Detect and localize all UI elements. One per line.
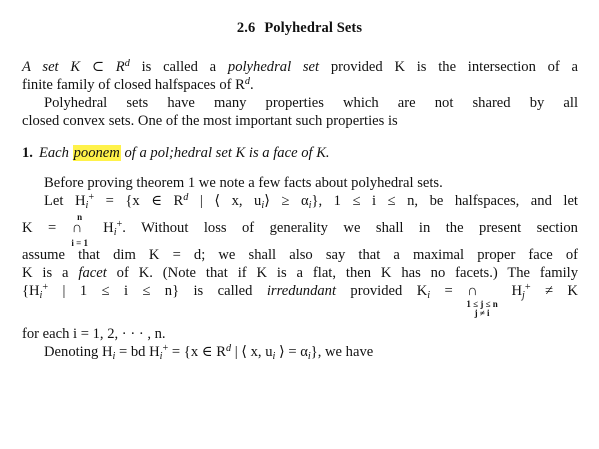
term-irredundant: irredundant — [266, 283, 337, 299]
term-facet: facet — [78, 265, 107, 281]
paragraph-2-line-1: Polyhedral sets have many properties which are not shared by all — [44, 95, 578, 111]
section-number: 2.6 — [236, 20, 256, 36]
paragraph-3-line-7: for each i = 1, 2, · · · , n. — [22, 326, 166, 342]
paragraph-1-line-1: A set K ⊂ $R^d$ is called a polyhedral set provided K is the intersection of a — [22, 58, 578, 75]
highlighted-word: poonem — [73, 145, 120, 161]
paragraph-3-line-2: Let $H_i^+ = \{x$ ∈ $R^d$ | ⟨ x, $u_i⟩ \ge \alpha_i$}, 1 ≤ i ≤ n, be halfspaces, and let — [44, 192, 578, 211]
intersection-operator: n ∩ i = 1 — [71, 212, 89, 248]
section-heading — [0, 20, 599, 37]
paragraph-4-line-1: Denoting $H_i$ = bd $H_i^+ = \{x$ ∈ $R^d$ | ⟨ x, $u_i$ ⟩ = $\alpha_i$}, we have — [44, 343, 374, 362]
paragraph-3-line-3: K = n ∩ i = 1 $H_i^+$. Without loss of generality we shall in the present section — [22, 212, 578, 248]
paragraph-1-line-2: finite family of closed halfspaces of $R^d$. — [22, 76, 254, 93]
intersection-operator-2: ∩ 1 ≤ j ≤ n j ≠ i — [466, 283, 498, 318]
term-polyhedral-set: polyhedral set — [227, 59, 320, 75]
paragraph-3-line-6: {$H_i^+$ | 1 ≤ i ≤ n} is called irredundant provided $K_i$ = ∩ 1 ≤ j ≤ n j ≠ i $H_j^+ \ne K$ — [22, 282, 578, 318]
paragraph-3-line-5: K is a facet of K. (Note that if K is a flat, then K has no facets.) The family — [22, 265, 578, 281]
paragraph-3-line-1: Before proving theorem 1 we note a few facts about polyhedral sets. — [44, 175, 443, 191]
theorem-number: 1. — [22, 145, 33, 161]
paragraph-3-line-4: assume that dim K = d; we shall also say that a maximal proper face of — [22, 247, 578, 263]
theorem-1: 1. Each poonem of a pol;hedral set K is a face of K. — [22, 145, 330, 161]
section-title: Polyhedral Sets — [264, 20, 363, 36]
paragraph-2-line-2: closed convex sets. One of the most important such properties is — [22, 113, 398, 129]
